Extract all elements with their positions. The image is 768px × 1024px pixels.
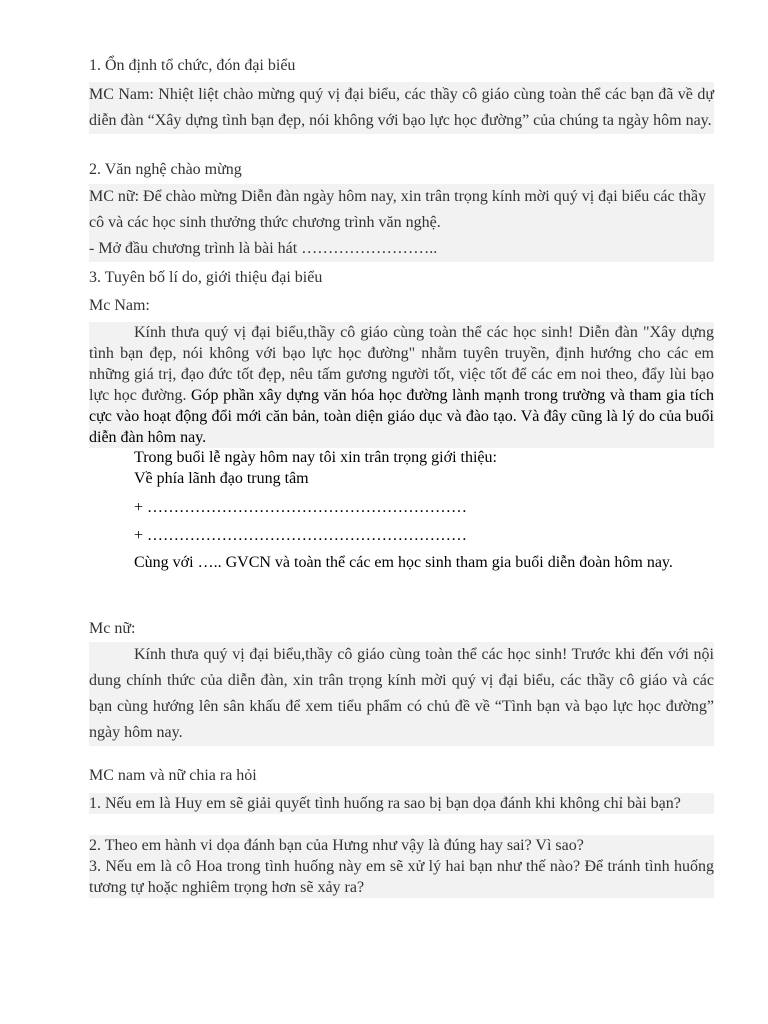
opening-song: - Mở đầu chương trình là bài hát …………………….. (89, 236, 714, 262)
mc-nam-label: Mc Nam: (89, 297, 150, 314)
reason-text-part-2: Góp phần xây dựng văn hóa học đường lành mạnh trong trường và tham gia tích cực vào hoạt động đổi mới căn bản, toàn diện giáo dục và đào tạo. Và đây cũng là lý do của buổi diễn đàn hôm nay. (89, 387, 714, 446)
reason-text-part-1: Kính thưa quý vị đại biểu,thầy cô giáo cùng toàn thể các học sinh! Diễn đàn "Xây dựng tình bạn đẹp, nói không với bạo lực học đường" nhằm tuyên truyền, định hướng cho các em những giá trị, đạo đức tốt đẹp, nêu tấm gương người tốt, việc tốt để các em noi theo, đẩy lùi bạo lực học đường. (89, 324, 714, 404)
heading-4: MC nam và nữ chia ra hỏi (89, 767, 257, 784)
heading-2: 2. Văn nghệ chào mừng (89, 161, 242, 178)
guest-placeholder-2: + …………………………………………………… (134, 527, 468, 544)
heading-1: 1. Ổn định tổ chức, đón đại biểu (89, 57, 296, 74)
homeroom-teachers-line: Cùng với ….. GVCN và toàn thể các em học sinh tham gia buổi diễn đoàn hôm nay. (134, 554, 673, 571)
mc-nam-welcome: MC Nam: Nhiệt liệt chào mừng quý vị đại biểu, các thầy cô giáo cùng toàn thể các bạn đã về dự diễn đàn “Xây dựng tình bạn đẹp, nói không với bạo lực học đường” của chúng ta ngày hôm nay. (89, 82, 714, 134)
question-3: 3. Nếu em là cô Hoa trong tình huống này em sẽ xử lý hai bạn như thế nào? Để tránh tình huống tương tự hoặc nghiêm trọng hơn sẽ xảy ra? (89, 858, 714, 896)
guest-placeholder-1: + …………………………………………………… (134, 499, 468, 516)
mc-nu-performance: MC nữ: Để chào mừng Diễn đàn ngày hôm nay, xin trân trọng kính mời quý vị đại biểu các thầy cô và các học sinh thưởng thức chương trình văn nghệ. (89, 184, 714, 236)
mc-nu-label: Mc nữ: (89, 620, 136, 637)
introduce-line: Trong buổi lễ ngày hôm nay tôi xin trân trọng giới thiệu: (134, 449, 497, 466)
question-1: 1. Nếu em là Huy em sẽ giải quyết tình huống ra sao bị bạn dọa đánh khi không chỉ bài bạn? (89, 793, 714, 814)
question-2: 2. Theo em hành vi dọa đánh bạn của Hưng như vậy là đúng hay sai? Vì sao? (89, 835, 714, 856)
mc-nam-reason-paragraph (89, 322, 714, 448)
heading-3: 3. Tuyên bố lí do, giới thiệu đại biểu (89, 269, 323, 286)
leadership-line: Về phía lãnh đạo trung tâm (134, 470, 309, 487)
mc-nu-skit-paragraph: Kính thưa quý vị đại biểu,thầy cô giáo cùng toàn thể các học sinh! Trước khi đến với nội dung chính thức của diễn đàn, xin trân trọng kính mời quý vị đại biểu, các thầy cô giáo và các bạn cùng hướng lên sân khấu để xem tiểu phẩm có chủ đề về “Tình bạn và bạo lực học đường” ngày hôm nay. (89, 642, 714, 746)
